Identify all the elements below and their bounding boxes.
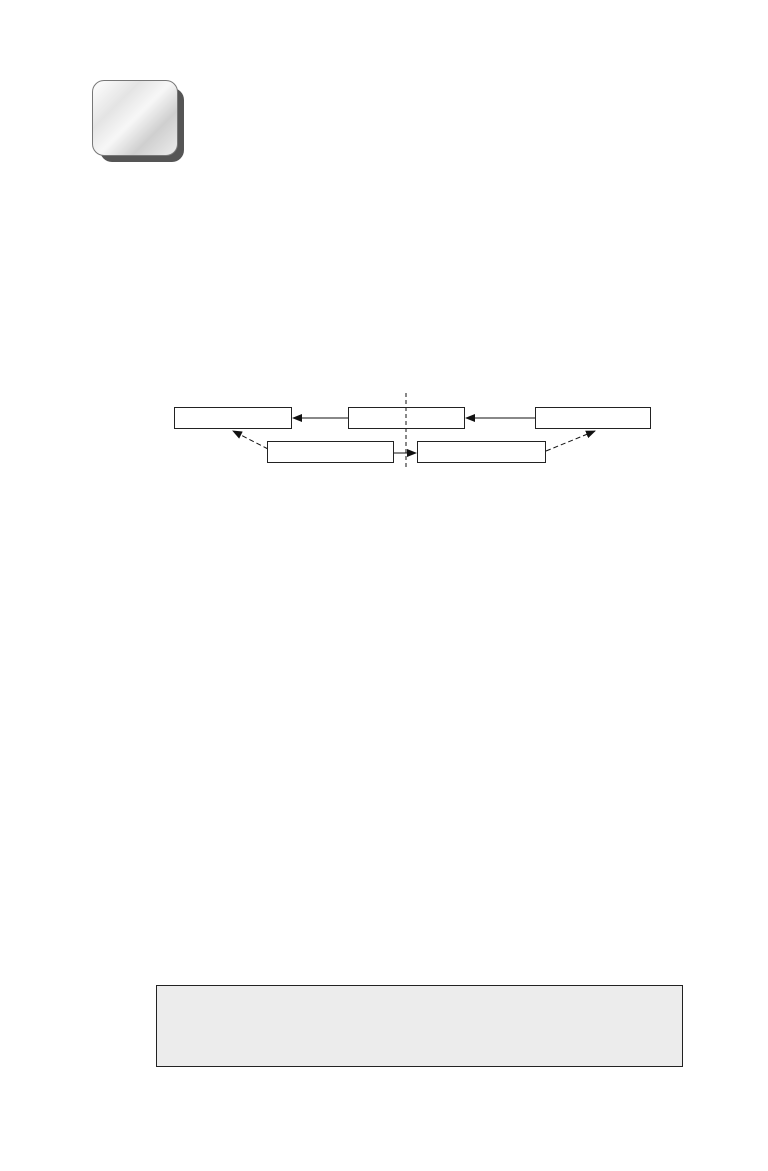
hardware-item	[163, 512, 209, 535]
software-item	[163, 603, 209, 626]
diagram-aplikasi-box	[417, 441, 546, 463]
sub-list-item	[163, 740, 209, 763]
footer-chevron-decoration	[0, 1098, 768, 1148]
sub-list-item	[163, 763, 209, 786]
sub-list-item	[163, 786, 209, 809]
sub-list-item	[163, 649, 209, 672]
sub-list-item	[163, 535, 209, 558]
component-detail-list	[163, 512, 209, 854]
diagram-sistem-operasi-box	[267, 441, 394, 463]
brainware-item	[163, 672, 209, 695]
diagram-software-box	[348, 407, 465, 429]
diagram-brainware-box	[535, 407, 651, 429]
sub-list-item	[163, 694, 209, 717]
sub-list-item	[163, 626, 209, 649]
sub-list-item	[163, 808, 209, 831]
diagram-hardware-box	[174, 407, 292, 429]
sub-list-item	[163, 717, 209, 740]
sub-list-item	[163, 831, 209, 854]
sub-list-item	[163, 580, 209, 603]
definition-box	[156, 985, 683, 1067]
sub-list-item	[163, 558, 209, 581]
